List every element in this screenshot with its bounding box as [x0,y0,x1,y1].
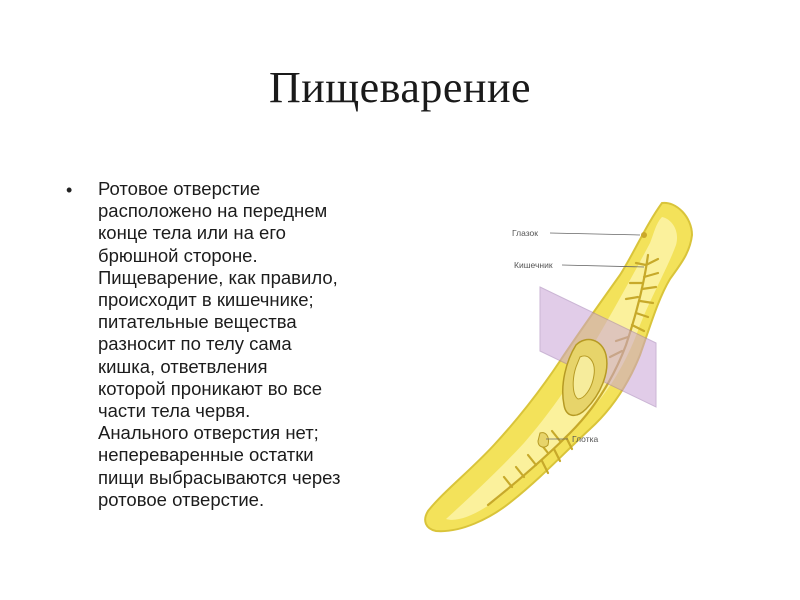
bullet-text [98,178,398,511]
bullet-line: непереваренные остатки [98,444,314,466]
bullet-line: Ротовое отверстие [98,178,261,199]
bullet-line: Анального отверстия нет; [98,422,319,444]
pharynx-label: Глотка [572,434,599,444]
pharynx-tip [538,433,549,447]
intestine-label: Кишечник [514,260,553,270]
bullet-line: происходит в кишечнике; [98,289,314,311]
slide-title: Пищеварение [268,63,532,112]
bullet-line: части тела червя. [98,400,251,422]
bullet-line: питательные вещества [98,311,297,333]
eye-spot [641,232,647,238]
bullet-line: расположено на переднем [98,200,328,222]
eye-label: Глазок [512,228,538,238]
bullet-line: Пищеварение, как правило, [98,266,338,288]
bullet-line: брюшной стороне. [98,244,258,266]
bullet-marker: • [66,180,73,200]
bullet-line: которой проникают во все [98,377,323,399]
bullet-line: конце тела или на его [98,222,286,244]
bullet-line: пищи выбрасываются через [98,466,341,488]
bullet-line: кишка, ответвления [98,355,268,377]
planarian-diagram [400,195,730,535]
eye-leader-line [550,233,640,235]
bullet-line: разносит по телу сама [98,333,292,355]
planarian-illustration [400,195,730,535]
bullet-line: ротовое отверстие. [98,488,265,510]
